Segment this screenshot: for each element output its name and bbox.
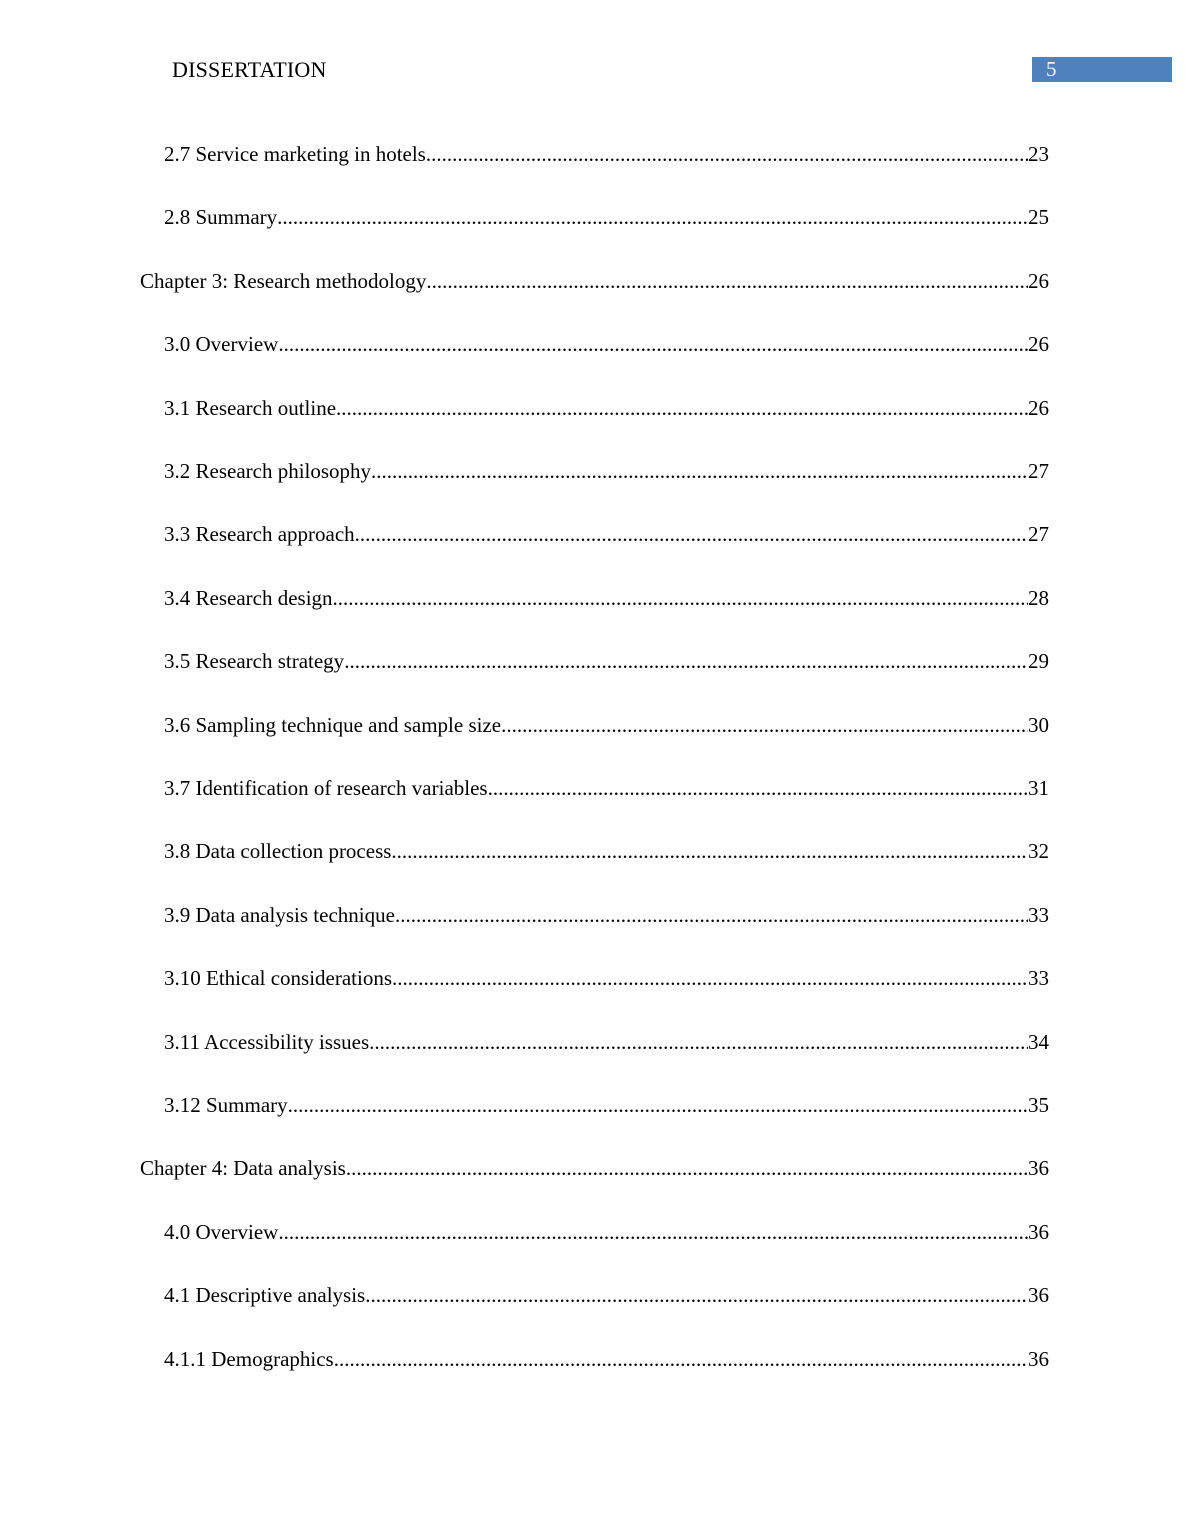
toc-entry[interactable] (164, 1090, 1049, 1120)
toc-entry-label: 2.7 Service marketing in hotels (164, 142, 426, 166)
toc-entry[interactable] (164, 583, 1049, 613)
header-title: DISSERTATION (172, 57, 327, 82)
toc-entry-page: 23 (1028, 142, 1049, 166)
toc-entry-page: 29 (1028, 649, 1049, 673)
toc-entry-label: 3.5 Research strategy (164, 649, 345, 673)
toc-entry-label: Chapter 4: Data analysis (140, 1156, 346, 1180)
toc-dot-leader (395, 900, 1028, 930)
toc-entry-label: 2.8 Summary (164, 205, 278, 229)
toc-entry[interactable] (164, 963, 1049, 993)
toc-dot-leader (334, 1344, 1028, 1374)
toc-entry[interactable] (164, 456, 1049, 486)
toc-entry[interactable] (164, 519, 1049, 549)
toc-entry-page: 36 (1028, 1347, 1049, 1371)
toc-entry-page: 27 (1028, 522, 1049, 546)
toc-entry-label: 3.12 Summary (164, 1093, 288, 1117)
toc-entry-page: 33 (1028, 966, 1049, 990)
toc-dot-leader (392, 963, 1028, 993)
toc-entry-page: 36 (1028, 1156, 1049, 1180)
toc-entry[interactable] (164, 1280, 1049, 1310)
toc-dot-leader (369, 1027, 1028, 1057)
toc-entry[interactable] (140, 266, 1049, 296)
toc-dot-leader (336, 393, 1028, 423)
toc-entry[interactable] (164, 1027, 1049, 1057)
toc-dot-leader (346, 1153, 1028, 1183)
toc-entry[interactable] (164, 393, 1049, 423)
toc-entry[interactable] (164, 202, 1049, 232)
toc-entry-page: 36 (1028, 1220, 1049, 1244)
toc-entry[interactable] (164, 139, 1049, 169)
toc-dot-leader (333, 583, 1028, 613)
toc-entry-page: 33 (1028, 903, 1049, 927)
toc-entry-label: 3.0 Overview (164, 332, 279, 356)
toc-dot-leader (344, 646, 1028, 676)
toc-entry-page: 35 (1028, 1093, 1049, 1117)
toc-entry-page: 31 (1028, 776, 1049, 800)
toc-entry-label: 3.4 Research design (164, 586, 333, 610)
toc-entry-page: 28 (1028, 586, 1049, 610)
toc-dot-leader (371, 456, 1028, 486)
toc-entry[interactable] (164, 646, 1049, 676)
toc-dot-leader (426, 139, 1028, 169)
toc-entry-label: 3.8 Data collection process (164, 839, 392, 863)
toc-entry[interactable] (164, 836, 1049, 866)
toc-entry-label: 3.7 Identification of research variables (164, 776, 488, 800)
toc-entry-page: 34 (1028, 1030, 1049, 1054)
toc-entry-page: 26 (1028, 396, 1049, 420)
toc-entry[interactable] (164, 1344, 1049, 1374)
toc-dot-leader (355, 519, 1028, 549)
toc-dot-leader (501, 710, 1028, 740)
toc-entry-page: 32 (1028, 839, 1049, 863)
toc-entry[interactable] (164, 900, 1049, 930)
toc-entry[interactable] (164, 329, 1049, 359)
toc-entry-page: 27 (1028, 459, 1049, 483)
toc-dot-leader (278, 329, 1028, 359)
toc-entry-label: Chapter 3: Research methodology (140, 269, 427, 293)
toc-entry-page: 25 (1028, 205, 1049, 229)
toc-entry[interactable] (164, 773, 1049, 803)
toc-entry-label: 3.2 Research philosophy (164, 459, 372, 483)
toc-entry[interactable] (164, 1217, 1049, 1247)
toc-dot-leader (278, 1217, 1028, 1247)
toc-entry[interactable] (164, 710, 1049, 740)
toc-entry-label: 3.6 Sampling technique and sample size (164, 713, 502, 737)
toc-dot-leader (277, 202, 1028, 232)
toc-entry-label: 3.9 Data analysis technique (164, 903, 395, 927)
toc-dot-leader (391, 836, 1028, 866)
toc-entry-label: 4.1 Descriptive analysis (164, 1283, 366, 1307)
toc-dot-leader (488, 773, 1028, 803)
toc-entry-page: 26 (1028, 332, 1049, 356)
page-number: 5 (1046, 57, 1057, 81)
toc-entry-page: 30 (1028, 713, 1049, 737)
toc-entry[interactable] (140, 1153, 1049, 1183)
toc-entry-label: 3.3 Research approach (164, 522, 355, 546)
toc-entry-label: 3.1 Research outline (164, 396, 337, 420)
toc-entry-label: 4.0 Overview (164, 1220, 279, 1244)
toc-entry-label: 4.1.1 Demographics (164, 1347, 334, 1371)
toc-dot-leader (288, 1090, 1028, 1120)
toc-dot-leader (426, 266, 1028, 296)
toc-entry-label: 3.10 Ethical considerations (164, 966, 393, 990)
toc-entry-page: 26 (1028, 269, 1049, 293)
toc-dot-leader (365, 1280, 1028, 1310)
toc-entry-page: 36 (1028, 1283, 1049, 1307)
toc-entry-label: 3.11 Accessibility issues (164, 1030, 370, 1054)
